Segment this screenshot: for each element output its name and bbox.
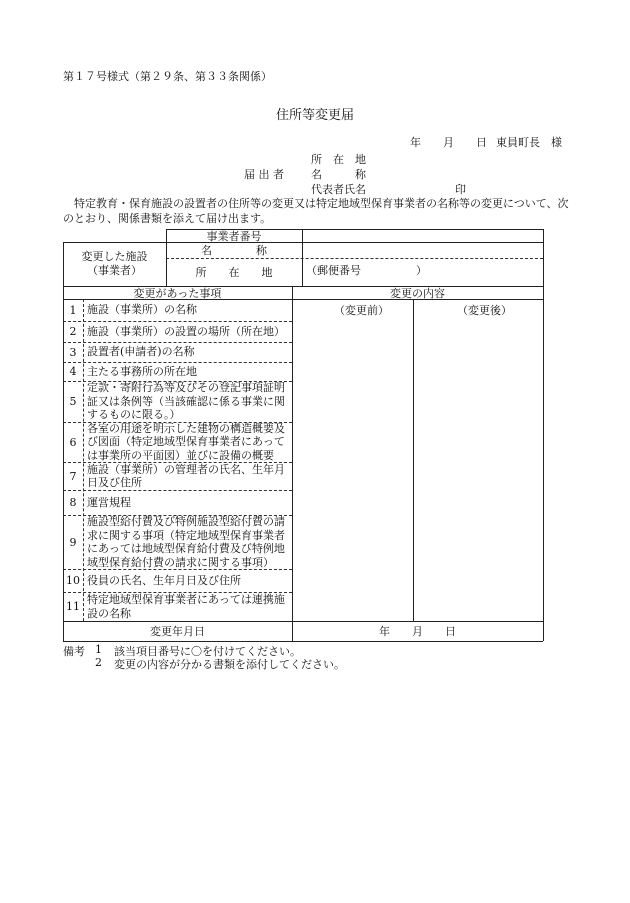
business-number-label: 事業者番号 <box>206 229 262 243</box>
applicant-name-label: 名 称 <box>311 168 366 181</box>
addressee: 東員町長 様 <box>496 136 562 149</box>
applicant-address-label: 所 在 地 <box>311 153 366 166</box>
change-date-value: 年 月 日 <box>379 625 456 638</box>
facility-name-label: 名 称 <box>201 244 267 257</box>
note-text: 該当項目番号に〇を付けてください。 <box>114 645 301 658</box>
after-label: （変更後） <box>457 304 512 317</box>
change-date-label: 変更年月日 <box>150 625 205 638</box>
item-text: 施設（事業所）の設置の場所（所在地） <box>87 324 285 338</box>
item-number: 3 <box>69 345 77 359</box>
change-content-header: 変更の内容 <box>390 286 445 300</box>
item-number: 8 <box>69 496 77 509</box>
form-number: 第１７号様式（第２９条、第３３条関係） <box>63 70 272 83</box>
postal-code-label: （郵便番号 ） <box>306 264 427 277</box>
item-text: 主たる事務所の所在地 <box>87 364 197 378</box>
form-title: 住所等変更届 <box>275 108 354 123</box>
item-text: 定款・寄附行為等及びその登記事項証明証又は条例等（当該確認に係る事業に関するものに限る。） <box>87 381 285 422</box>
facility-address-label: 所 在 地 <box>195 266 273 279</box>
note-number: 2 <box>95 656 102 669</box>
item-number: 5 <box>69 395 77 408</box>
item-text: 施設（事業所）の管理者の氏名、生年月日及び住所 <box>87 462 285 489</box>
item-number: 9 <box>69 535 77 549</box>
intro-text: 特定教育・保育施設の設置者の住所等の変更又は特定地域型保育事業者の名称等の変更について、次のとおり、関係書類を添えて届け出ます。 <box>63 197 569 225</box>
item-number: 4 <box>69 365 77 378</box>
item-text: 特定地域型保育事業者にあっては連携施設の名称 <box>87 593 285 620</box>
note-number: 1 <box>95 643 102 656</box>
changed-facility-label: 変更した施設 （事業者） <box>81 250 148 277</box>
item-number: 6 <box>69 435 77 449</box>
date-line: 年 月 日 <box>410 136 487 149</box>
item-text: 設置者(申請者)の名称 <box>87 345 195 359</box>
before-label: （変更前） <box>334 304 389 317</box>
item-number: 10 <box>66 574 80 587</box>
applicant-rep-label: 代表者氏名 <box>311 183 366 196</box>
item-text: 施設型給付費及び特例施設型給付費の請求に関する事項（特定地域型保育事業者にあっては地域型保育給付費及び特例地域型保育給付費の請求に関する事項） <box>87 515 285 569</box>
item-number: 7 <box>69 469 77 483</box>
item-number: 1 <box>69 303 77 317</box>
item-number: 2 <box>69 325 77 338</box>
notes-label: 備考 <box>63 645 85 658</box>
note-text: 変更の内容が分かる書類を添付してください。 <box>114 658 345 671</box>
seal-mark: 印 <box>455 183 466 196</box>
changed-items-header: 変更があった事項 <box>133 286 222 300</box>
item-text: 役員の氏名、生年月日及び住所 <box>87 573 241 587</box>
applicant-label: 届 出 者 <box>244 168 284 181</box>
item-text: 施設（事業所）の名称 <box>87 303 197 317</box>
item-text: 運営規程 <box>87 495 131 509</box>
item-number: 11 <box>66 600 80 613</box>
item-text: 各室の用途を明示した建物の構造概要及び図面（特定地域型保育事業者にあっては事業所の平面図）並びに設備の概要 <box>87 421 285 462</box>
